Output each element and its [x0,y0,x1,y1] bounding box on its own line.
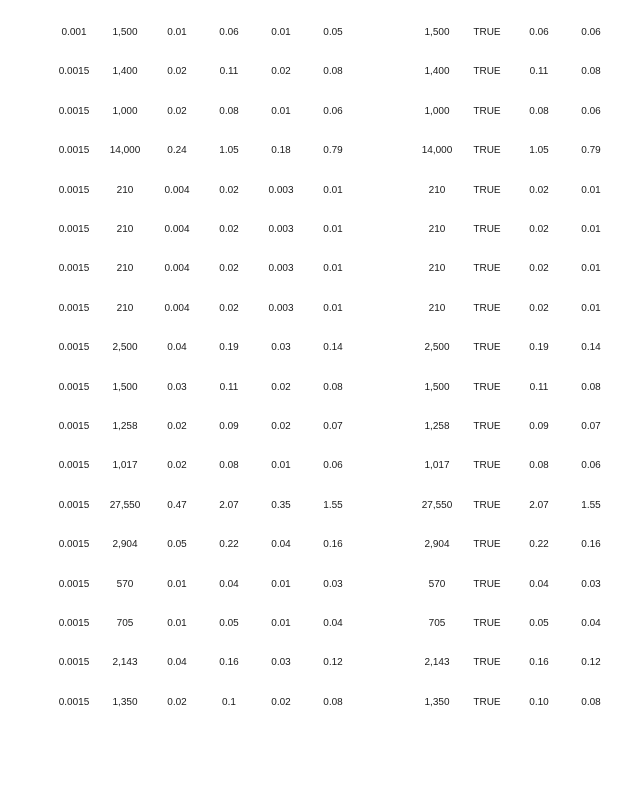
table-cell: 0.003 [268,184,294,196]
table-cell: 14,000 [109,145,141,157]
table-cell: 0.02 [167,66,187,78]
table-cell: TRUE [473,224,501,235]
table-row [0,614,618,634]
table-cell: 2,143 [424,657,450,669]
table-cell: 0.03 [271,342,291,354]
table-cell: 0.03 [581,578,601,590]
table-cell: 0.0015 [58,460,90,472]
table-cell: 0.35 [271,499,291,511]
table-cell: 0.01 [581,184,601,196]
table-cell: 0.0015 [58,657,90,669]
table-cell: 210 [428,302,446,314]
table-cell: 1.05 [219,145,239,157]
table-cell: 1.05 [529,145,549,157]
table-cell: 0.04 [323,618,343,629]
table-cell: 0.02 [271,66,291,78]
table-cell: 0.08 [529,105,549,117]
table-cell: 210 [116,224,134,235]
table-cell: 0.0015 [58,342,90,354]
table-cell: 0.12 [581,657,601,669]
table-cell: TRUE [473,263,501,275]
table-cell: 0.0015 [58,145,90,157]
table-cell: 0.22 [529,539,549,551]
table-cell: 1,258 [112,421,138,432]
table-cell: 705 [116,618,134,629]
table-cell: 1.55 [323,499,343,511]
table-cell: TRUE [473,539,501,551]
table-row [0,141,618,161]
table-cell: 0.01 [271,618,291,629]
table-cell: 0.06 [219,27,239,38]
table-cell: 1,500 [424,381,450,393]
table-cell: 0.05 [219,618,239,629]
table-cell: 0.0015 [58,618,90,629]
table-cell: 0.09 [219,421,239,432]
table-cell: 0.10 [529,696,549,708]
table-cell: 0.004 [164,224,190,235]
table-cell: 2,500 [424,342,450,354]
table-cell: TRUE [473,618,501,629]
table-cell: 0.22 [219,539,239,551]
table-cell: 0.01 [323,184,343,196]
table-cell: 0.09 [529,421,549,432]
table-cell: 0.02 [219,302,239,314]
table-cell: 0.01 [167,578,187,590]
table-cell: 0.01 [271,578,291,590]
table-cell: 0.0015 [58,224,90,235]
table-cell: 210 [116,302,134,314]
table-cell: TRUE [473,302,501,314]
table-cell: 2,143 [112,657,138,669]
table-cell: 0.0015 [58,105,90,117]
table-cell: 0.19 [219,342,239,354]
table-cell: 0.14 [323,342,343,354]
table-cell: 0.08 [581,381,601,393]
table-cell: 0.02 [219,184,239,196]
table-cell: 0.08 [581,66,601,78]
table-cell: 0.01 [581,263,601,275]
table-cell: 0.19 [529,342,549,354]
table-cell: 0.04 [219,578,239,590]
table-cell: 0.04 [167,657,187,669]
table-row [0,535,618,555]
table-cell: 27,550 [109,499,141,511]
table-cell: 0.11 [529,381,549,393]
table-cell: 1,000 [424,105,450,117]
table-cell: 570 [116,578,134,590]
table-cell: 0.02 [271,696,291,708]
table-cell: 0.0015 [58,539,90,551]
table-cell: 0.79 [581,145,601,157]
table-cell: 0.06 [581,27,601,38]
table-cell: 0.03 [167,381,187,393]
table-cell: TRUE [473,66,501,78]
table-cell: 0.01 [323,302,343,314]
table-cell: 0.02 [167,105,187,117]
table-cell: 27,550 [421,499,453,511]
table-cell: 0.02 [529,224,549,235]
table-cell: 0.08 [323,696,343,708]
table-cell: 0.08 [219,460,239,472]
table-cell: 0.02 [219,263,239,275]
table-cell: 2,904 [424,539,450,551]
table-cell: 210 [116,263,134,275]
table-cell: 0.001 [61,27,87,38]
table-row [0,62,618,82]
table-cell: 0.01 [323,224,343,235]
table-row [0,417,618,437]
table-cell: 0.03 [323,578,343,590]
table-cell: TRUE [473,105,501,117]
table-cell: 0.08 [323,66,343,78]
table-cell: 0.01 [271,105,291,117]
table-row [0,299,618,319]
table-cell: 0.11 [219,66,239,78]
table-cell: 0.0015 [58,499,90,511]
table-cell: 0.004 [164,184,190,196]
table-cell: 0.07 [323,421,343,432]
table-cell: 0.16 [219,657,239,669]
table-cell: 0.08 [581,696,601,708]
table-cell: 0.16 [323,539,343,551]
table-cell: TRUE [473,578,501,590]
table-cell: 0.0015 [58,184,90,196]
table-cell: 14,000 [421,145,453,157]
table-cell: 0.16 [529,657,549,669]
table-cell: 1.55 [581,499,601,511]
table-cell: 2.07 [529,499,549,511]
table-cell: 210 [428,224,446,235]
table-cell: 1,500 [112,381,138,393]
table-cell: 0.01 [167,618,187,629]
table-cell: 1,258 [424,421,450,432]
table-row [0,23,618,43]
table-cell: 1,500 [112,27,138,38]
table-cell: 2.07 [219,499,239,511]
table-cell: TRUE [473,145,501,157]
table-cell: 0.79 [323,145,343,157]
table-cell: 1,500 [424,27,450,38]
table-cell: 0.04 [529,578,549,590]
table-row [0,259,618,279]
table-cell: 0.02 [167,421,187,432]
table-cell: 1,400 [424,66,450,78]
table-cell: 0.06 [581,460,601,472]
table-cell: 0.06 [323,460,343,472]
table-row [0,693,618,713]
table-cell: 0.0015 [58,66,90,78]
table-cell: 1,400 [112,66,138,78]
table-cell: 0.0015 [58,696,90,708]
table-cell: 0.0015 [58,578,90,590]
table-cell: 0.07 [581,421,601,432]
table-cell: TRUE [473,696,501,708]
table-cell: TRUE [473,27,501,38]
table-cell: 1,017 [424,460,450,472]
table-cell: 0.0015 [58,263,90,275]
table-cell: 0.18 [271,145,291,157]
table-cell: 0.06 [323,105,343,117]
table-cell: 0.003 [268,224,294,235]
table-cell: 0.04 [581,618,601,629]
table-cell: 0.02 [167,696,187,708]
table-row [0,575,618,595]
table-cell: 2,500 [112,342,138,354]
table-cell: 570 [428,578,446,590]
table-cell: TRUE [473,184,501,196]
table-cell: 1,017 [112,460,138,472]
table-cell: 0.05 [167,539,187,551]
table-cell: TRUE [473,460,501,472]
table-cell: 0.04 [167,342,187,354]
table-cell: 0.003 [268,302,294,314]
table-cell: 0.47 [167,499,187,511]
table-cell: 705 [428,618,446,629]
table-cell: 0.06 [581,105,601,117]
table-cell: 0.0015 [58,421,90,432]
table-cell: 0.16 [581,539,601,551]
table-cell: 0.08 [219,105,239,117]
table-row [0,496,618,516]
table-cell: 0.02 [529,302,549,314]
table-cell: 0.02 [271,381,291,393]
table-cell: 0.02 [167,460,187,472]
table-cell: TRUE [473,381,501,393]
table-cell: 0.06 [529,27,549,38]
table-cell: 0.05 [529,618,549,629]
table-row [0,456,618,476]
table-cell: 0.1 [222,696,236,708]
table-cell: 0.11 [219,381,239,393]
table-cell: 0.01 [323,263,343,275]
table-cell: 0.0015 [58,381,90,393]
table-cell: 2,904 [112,539,138,551]
table-cell: 0.01 [271,27,291,38]
table-cell: 0.12 [323,657,343,669]
table-cell: 0.01 [271,460,291,472]
table-cell: 0.004 [164,263,190,275]
table-cell: 1,350 [424,696,450,708]
table-cell: 0.004 [164,302,190,314]
table-row [0,181,618,201]
table-cell: 0.02 [529,263,549,275]
table-row [0,102,618,122]
table-cell: 0.0015 [58,302,90,314]
table-cell: TRUE [473,421,501,432]
table-cell: 210 [428,263,446,275]
table-cell: 0.03 [271,657,291,669]
table-cell: 0.02 [529,184,549,196]
table-cell: 0.05 [323,27,343,38]
table-cell: 0.24 [167,145,187,157]
table-cell: 0.08 [529,460,549,472]
table-row [0,653,618,673]
table-cell: 210 [116,184,134,196]
table-cell: 0.04 [271,539,291,551]
table-cell: TRUE [473,342,501,354]
table-row [0,220,618,240]
table-cell: 0.11 [529,66,549,78]
table-cell: 0.08 [323,381,343,393]
table-cell: 210 [428,184,446,196]
table-row [0,338,618,358]
table-cell: 1,350 [112,696,138,708]
table-cell: 1,000 [112,105,138,117]
table-cell: 0.01 [581,302,601,314]
table-cell: 0.003 [268,263,294,275]
table-cell: 0.02 [219,224,239,235]
table-cell: TRUE [473,499,501,511]
table-cell: 0.01 [167,27,187,38]
table-cell: 0.01 [581,224,601,235]
table-cell: 0.02 [271,421,291,432]
table-row [0,378,618,398]
table-cell: TRUE [473,657,501,669]
table-cell: 0.14 [581,342,601,354]
